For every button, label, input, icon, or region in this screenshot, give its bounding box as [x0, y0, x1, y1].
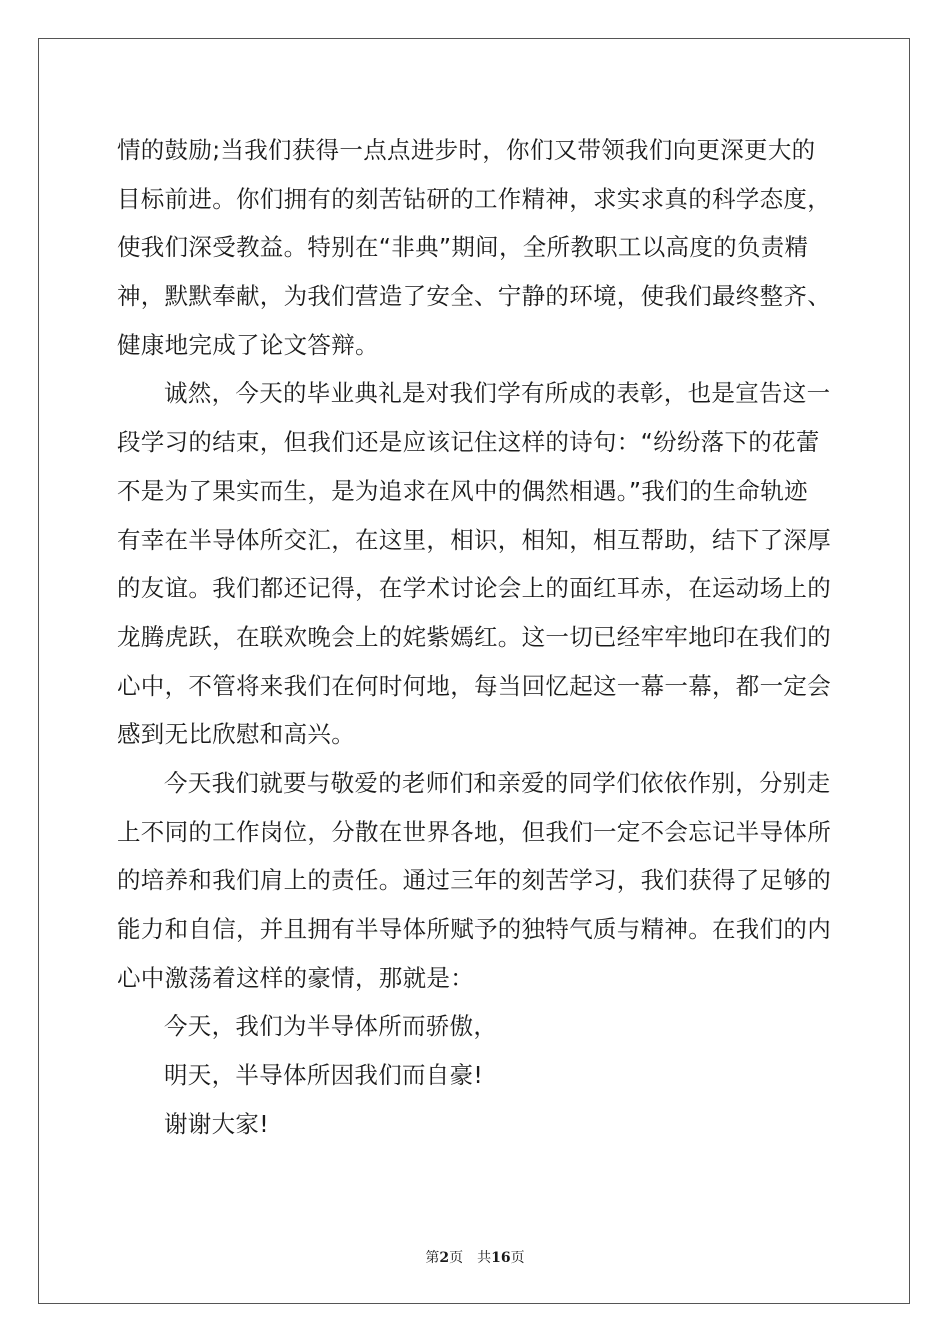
text-line: 段学习的结束，但我们还是应该记住这样的诗句：“纷纷落下的花蕾 [117, 428, 820, 457]
text-line: 神，默默奉献，为我们营造了安全、宁静的环境，使我们最终整齐、 [117, 282, 831, 311]
total-prefix: 共 [477, 1250, 492, 1266]
text-line: 心中激荡着这样的豪情，那就是： [117, 963, 474, 992]
text-line: 龙腾虎跃，在联欢晚会上的姹紫嫣红。这一切已经牢牢地印在我们的 [117, 622, 831, 651]
text-line: 情的鼓励;当我们获得一点点进步时，你们又带领我们向更深更大的 [117, 136, 816, 164]
text-line: 健康地完成了论文答辩。 [117, 330, 379, 359]
total-pages: 16 [491, 1250, 511, 1266]
text-line: 有幸在半导体所交汇，在这里，相识，相知，相互帮助，结下了深厚 [117, 525, 831, 554]
text-line: 心中，不管将来我们在何时何地，每当回忆起这一幕一幕，都一定会 [117, 671, 831, 700]
text-line: 今天，我们为半导体所而骄傲， [164, 1012, 498, 1041]
text-line: 诚然，今天的毕业典礼是对我们学有所成的表彰，也是宣告这一 [164, 379, 831, 408]
text-line: 今天我们就要与敬爱的老师们和亲爱的同学们依依作别，分别走 [164, 768, 831, 797]
text-line: 谢谢大家! [164, 1109, 269, 1138]
text-line: 的培养和我们肩上的责任。通过三年的刻苦学习，我们获得了足够的 [117, 866, 831, 895]
text-line: 目标前进。你们拥有的刻苦钻研的工作精神，求实求真的科学态度， [117, 184, 831, 213]
text-line: 使我们深受教益。特别在“非典”期间，全所教职工以高度的负责精 [117, 233, 809, 262]
page-suffix: 页 [449, 1250, 464, 1266]
page-prefix: 第 [425, 1250, 440, 1266]
text-line: 上不同的工作岗位，分散在世界各地，但我们一定不会忘记半导体所 [117, 817, 831, 846]
text-line: 的友谊。我们都还记得，在学术讨论会上的面红耳赤，在运动场上的 [117, 574, 831, 603]
page-footer [0, 1247, 950, 1267]
text-line: 明天，半导体所因我们而自豪! [164, 1061, 484, 1090]
text-line: 能力和自信，并且拥有半导体所赋予的独特气质与精神。在我们的内 [117, 915, 831, 943]
document-body [117, 126, 833, 1148]
total-suffix: 页 [510, 1250, 525, 1266]
text-line: 不是为了果实而生，是为追求在风中的偶然相遇。”我们的生命轨迹 [117, 476, 808, 505]
text-line: 感到无比欣慰和高兴。 [117, 720, 355, 749]
page-number: 2 [439, 1250, 450, 1266]
